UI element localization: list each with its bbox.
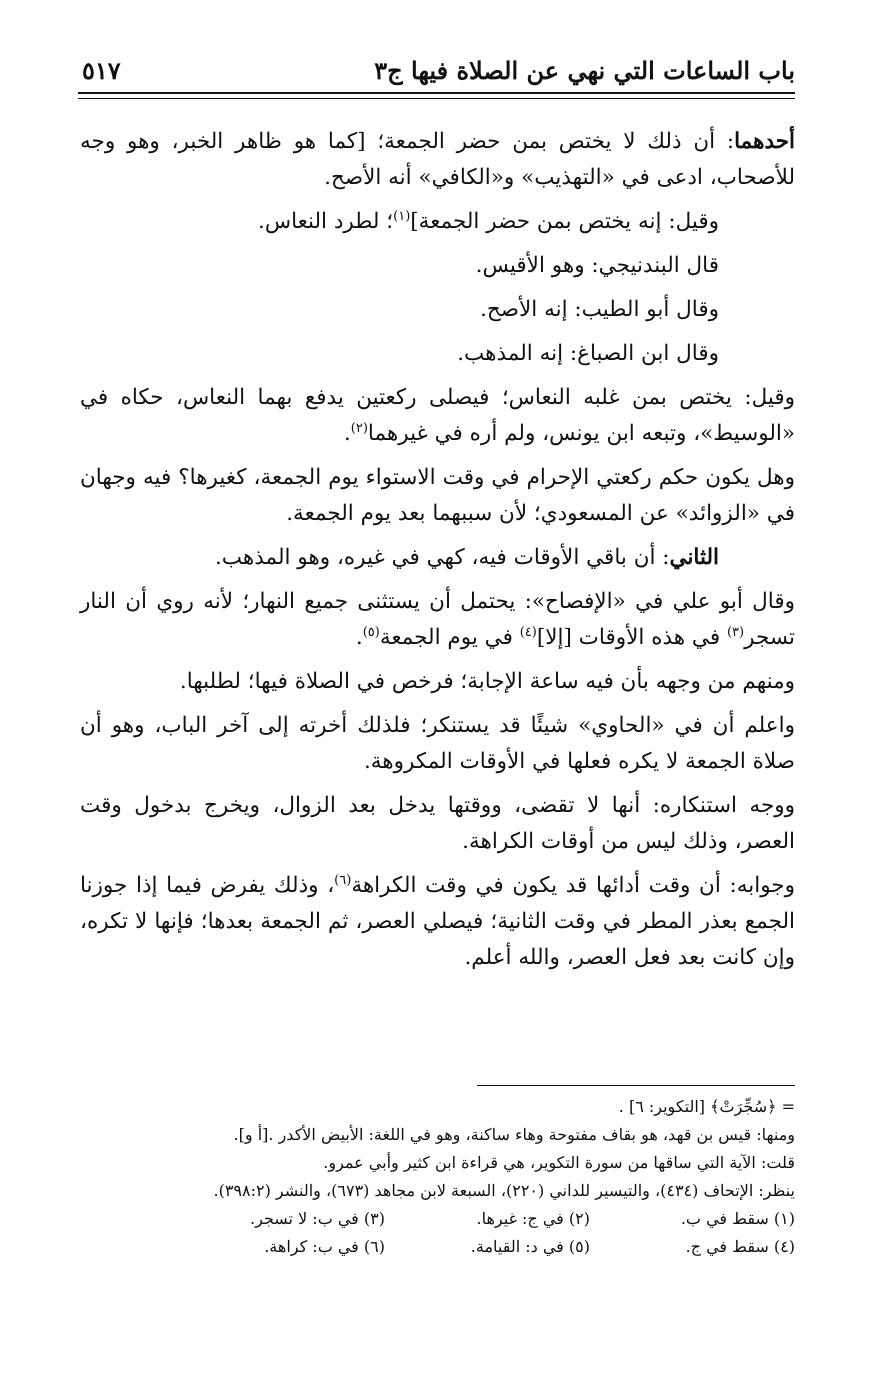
paragraph-7: وهل يكون حكم ركعتي الإحرام في وقت الاستواء يوم الجمعة، كغيرها؟ فيه وجهان في «الزوائد» عن المسعودي؛ لأن سببهما بعد يوم الجمعة. bbox=[80, 465, 795, 526]
footnote-continuation: ينظر: الإتحاف (٤٣٤)، والتيسير للداني (٢٢٠)، السبعة لابن مجاهد (٦٧٣)، والنشر (٣٩٨:٢). bbox=[213, 1181, 795, 1200]
paragraph-13 bbox=[80, 868, 795, 976]
footnote-ref: (٤) bbox=[519, 624, 537, 640]
paragraph-4: وقال أبو الطيب: إنه الأصح. bbox=[480, 297, 719, 322]
paragraph-label: أحدهما bbox=[734, 129, 795, 154]
paragraph-8 bbox=[80, 540, 795, 576]
paragraph-text: ؛ لطرد النعاس. bbox=[257, 209, 394, 234]
paragraph-10: ومنهم من وجهه بأن فيه ساعة الإجابة؛ فرخص في الصلاة فيها؛ لطلبها. bbox=[179, 669, 795, 694]
footnote-divider bbox=[477, 1085, 795, 1086]
paragraph-11: واعلم أن في «الحاوي» شيئًا قد يستنكر؛ فلذلك أخرته إلى آخر الباب، وهو أن صلاة الجمعة لا يكره فعلها في الأوقات المكروهة. bbox=[80, 713, 795, 774]
footnote-ref: (٢) bbox=[350, 420, 368, 436]
footnote-ref: (١) bbox=[393, 208, 411, 224]
paragraph-2 bbox=[80, 204, 795, 240]
footnote-ref: (٥) bbox=[362, 624, 380, 640]
paragraph-text: وقال أبو علي في «الإفصاح»: يحتمل أن يستثنى جميع النهار؛ لأنه روي أن النار تسجر bbox=[80, 589, 795, 650]
footnote-ref: (٣) bbox=[726, 624, 745, 640]
footnote-2: (٢) في ج: غيرها. bbox=[476, 1209, 590, 1228]
page-header bbox=[78, 52, 795, 92]
paragraph-text: : أن باقي الأوقات فيه، كهي في غيره، وهو المذهب. bbox=[214, 545, 670, 570]
paragraph-text: : أن ذلك لا يختص بمن حضر الجمعة؛ [كما هو ظاهر الخبر، وهو وجه للأصحاب، ادعى في «التهذيب» و«الكافي» أنه الأصح. bbox=[80, 129, 795, 190]
footnote-3: (٣) في ب: لا تسجر. bbox=[250, 1209, 385, 1228]
header-rule bbox=[78, 92, 795, 94]
footnote-continuation: قلت: الآية التي ساقها من سورة التكوير، هي قراءة ابن كثير وأبي عمرو. bbox=[323, 1153, 795, 1172]
footnote-continuation: = ﴿سُجِّرَتْ﴾ [التكوير: ٦] . bbox=[618, 1097, 795, 1116]
paragraph-12: ووجه استنكاره: أنها لا تقضى، ووقتها يدخل بعد الزوال، ويخرج بدخول وقت العصر، وذلك ليس من أوقات الكراهة. bbox=[80, 793, 795, 854]
paragraph-text: وقيل: إنه يختص بمن حضر الجمعة] bbox=[410, 209, 719, 234]
paragraph-label: الثاني bbox=[669, 545, 719, 570]
paragraph-text: . bbox=[355, 625, 363, 650]
paragraph-1 bbox=[80, 124, 795, 196]
paragraph-5: وقال ابن الصباغ: إنه المذهب. bbox=[457, 341, 719, 366]
paragraph-3: قال البندنيجي: وهو الأقيس. bbox=[475, 253, 719, 278]
paragraph-9 bbox=[80, 584, 795, 656]
paragraph-text: وقيل: يختص بمن غلبه النعاس؛ فيصلى ركعتين يدفع بهما النعاس، حكاه في «الوسيط»، وتبعه ابن يونس، ولم أره في غيرهما bbox=[80, 385, 795, 446]
footnote-4: (٤) سقط في ج. bbox=[685, 1237, 795, 1256]
paragraph-6 bbox=[80, 380, 795, 452]
header-rule-thin bbox=[78, 98, 795, 99]
footnote-5: (٥) في د: القيامة. bbox=[470, 1237, 590, 1256]
footnote-6: (٦) في ب: كراهة. bbox=[264, 1237, 385, 1256]
paragraph-text: . bbox=[343, 421, 351, 446]
footnote-row bbox=[80, 1234, 795, 1260]
paragraph-text: في يوم الجمعة bbox=[379, 625, 520, 650]
footnote-1: (١) سقط في ب. bbox=[680, 1209, 795, 1228]
footnote-continuation: ومنها: قيس بن قهد، هو بقاف مفتوحة وهاء ساكنة، وهو في اللغة: الأبيض الأكدر .[أ و]. bbox=[233, 1125, 795, 1144]
footnotes bbox=[80, 1094, 795, 1260]
footnote-row bbox=[80, 1206, 795, 1232]
paragraph-text: ، وذلك يفرض فيما إذا جوزنا الجمع بعذر المطر في وقت الثانية؛ فيصلي العصر، ثم الجمعة بعدها؛ فإنها لا تكره، وإن كانت بعد فعل العصر، والله أعلم. bbox=[80, 873, 795, 970]
footnote-ref: (٦) bbox=[334, 872, 352, 888]
paragraph-text: في هذه الأوقات [إلا] bbox=[536, 625, 727, 650]
main-text bbox=[80, 124, 795, 984]
running-title: باب الساعات التي نهي عن الصلاة فيها ج٣ bbox=[374, 56, 795, 85]
paragraph-text: وجوابه: أن وقت أدائها قد يكون في وقت الكراهة bbox=[351, 873, 795, 898]
page-number: ٥١٧ bbox=[82, 56, 121, 85]
